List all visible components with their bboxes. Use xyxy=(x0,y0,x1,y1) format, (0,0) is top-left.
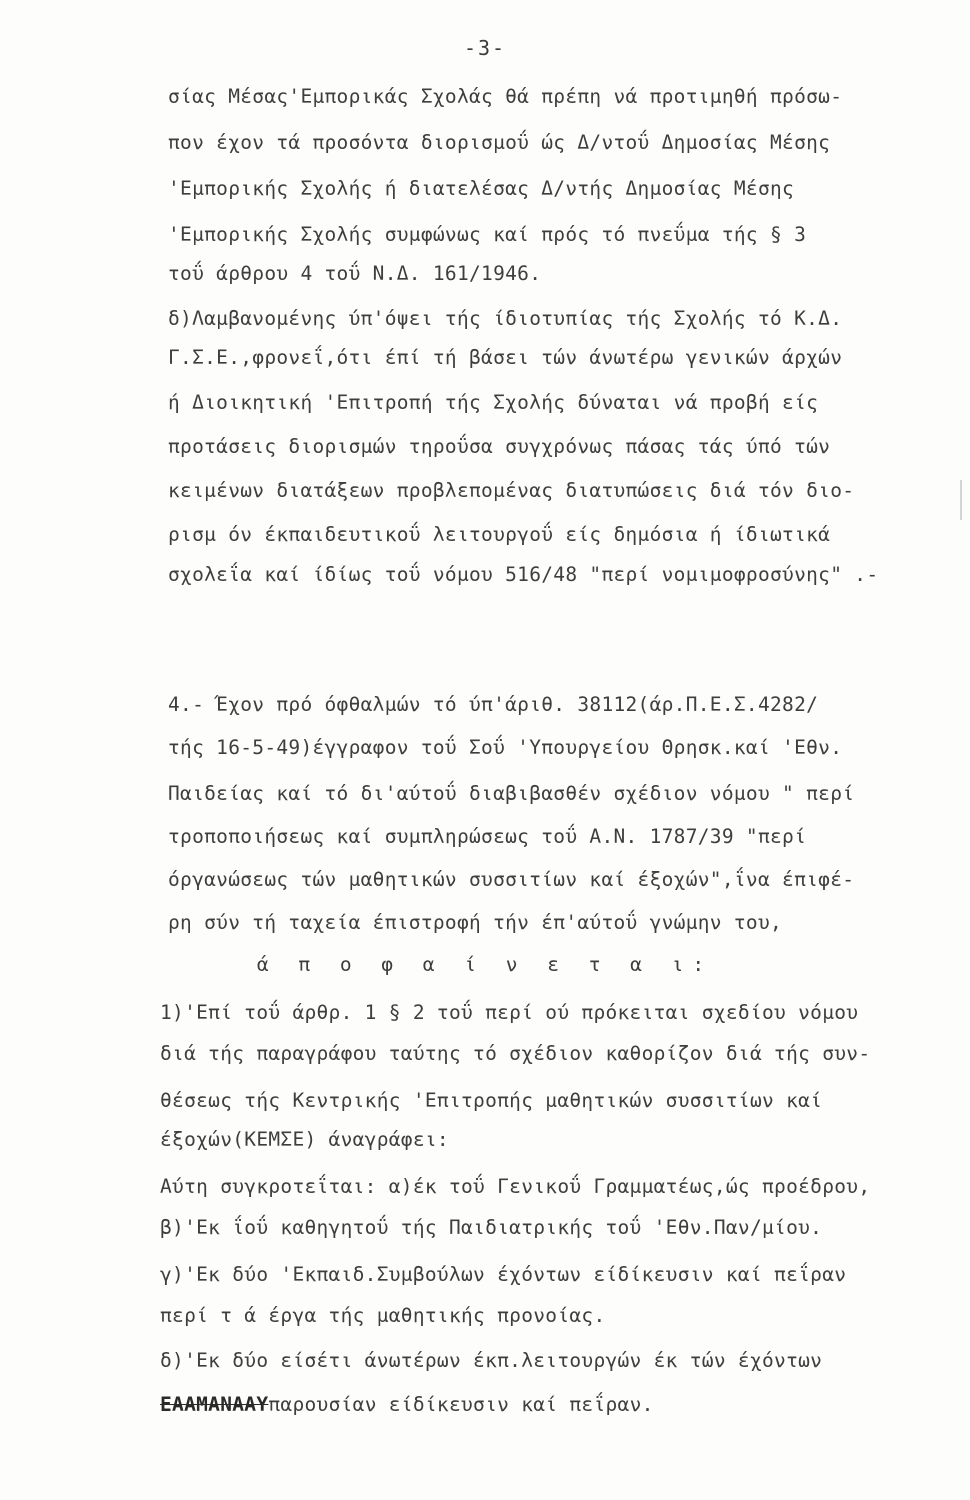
text-line: σίας Μέσας'Εμπορικάς Σχολάς θά πρέπη νά προτιμηθή πρόσω- xyxy=(168,85,843,108)
struck-out-text: ΕΑΑΜΑΝΑΑΥ xyxy=(160,1393,269,1416)
page-number: -3- xyxy=(463,36,507,60)
text-line: τροποποιήσεως καί συμπληρώσεως τοΰ Α.Ν. 1787/39 "περί xyxy=(168,825,807,848)
text-line: 'Εμπορικής Σχολής συμφώνως καί πρός τό πνεΰμα τής § 3 xyxy=(168,223,807,246)
text-line: β)'Εκ ΐοΰ καθηγητοΰ τής Παιδιατρικής τοΰ 'Εθν.Παν/μίου. xyxy=(160,1216,823,1239)
text-line: πον έχον τά προσόντα διορισμοΰ ώς Δ/ντοΰ Δημοσίας Μέσης xyxy=(168,131,831,154)
text-line: ρισμ όν έκπαιδευτικοΰ λειτουργοΰ είς δημόσια ή ίδιωτικά xyxy=(168,523,831,546)
text-line: Αύτη συγκροτεΐται: α)έκ τοΰ Γενικοΰ Γραμματέως,ώς προέδρου, xyxy=(160,1175,871,1198)
text-line: 4.- Έχον πρό όφθαλμών τό ύπ'άριθ. 38112(άρ.Π.Ε.Σ.4282/ xyxy=(168,693,819,716)
text-line: κειμένων διατάξεων προβλεπομένας διατυπώσεις διά τόν διο- xyxy=(168,479,855,502)
text-line: Γ.Σ.Ε.,φρονεΐ,ότι έπί τή βάσει τών άνωτέρω γενικών άρχών xyxy=(168,346,843,369)
text-line: έξοχών(ΚΕΜΣΕ) άναγράφει: xyxy=(160,1128,449,1151)
text-line: 'Εμπορικής Σχολής ή διατελέσας Δ/ντής Δημοσίας Μέσης xyxy=(168,177,795,200)
text-line-last xyxy=(160,1392,654,1418)
text-line: τοΰ άρθρου 4 τοΰ Ν.Δ. 161/1946. xyxy=(168,262,542,285)
text-line-rest: παρουσίαν είδίκευσιν καί πεΐραν. xyxy=(268,1393,654,1416)
text-line: Παιδείας καί τό δι'αύτοΰ διαβιβασθέν σχέδιον νόμου " περί xyxy=(168,782,855,805)
text-line: τής 16-5-49)έγγραφον τοΰ Σοΰ 'Υπουργείου Θρησκ.καί 'Εθν. xyxy=(168,736,843,759)
text-line: προτάσεις διορισμών τηροΰσα συγχρόνως πάσας τάς ύπό τών xyxy=(168,435,831,458)
text-line: 1)'Επί τοΰ άρθρ. 1 § 2 τοΰ περί ού πρόκειται σχεδίου νόμου xyxy=(160,1001,859,1024)
text-line: περί τ ά έργα τής μαθητικής προνοίας. xyxy=(160,1304,606,1327)
text-line: δ)'Εκ δύο είσέτι άνωτέρων έκπ.λειτουργών έκ τών έχόντων xyxy=(160,1349,823,1372)
text-line: σχολεΐα καί ίδίως τοΰ νόμου 516/48 "περί νομιμοφροσύνης" .- xyxy=(168,563,879,586)
edge-shadow xyxy=(960,480,962,520)
text-line: θέσεως τής Κεντρικής 'Επιτροπής μαθητικών συσσιτίων καί xyxy=(160,1089,823,1112)
decision-heading: ά π ο φ α ί ν ε τ α ι: xyxy=(256,953,714,976)
text-line: δ)Λαμβανομένης ύπ'όψει τής ίδιοτυπίας τής Σχολής τό Κ.Δ. xyxy=(168,307,843,330)
text-line: διά τής παραγράφου ταύτης τό σχέδιον καθορίζον διά τής συν- xyxy=(160,1042,871,1065)
text-line: ή Διοικητική 'Επιτροπή τής Σχολής δύναται νά προβή είς xyxy=(168,391,819,414)
text-line: γ)'Εκ δύο 'Εκπαιδ.Συμβούλων έχόντων είδίκευσιν καί πεΐραν xyxy=(160,1263,847,1286)
text-line: όργανώσεως τών μαθητικών συσσιτίων καί έξοχών",ΐνα έπιφέ- xyxy=(168,868,855,891)
text-line: ρη σύν τή ταχεία έπιστροφή τήν έπ'αύτοΰ γνώμην του, xyxy=(168,911,783,934)
